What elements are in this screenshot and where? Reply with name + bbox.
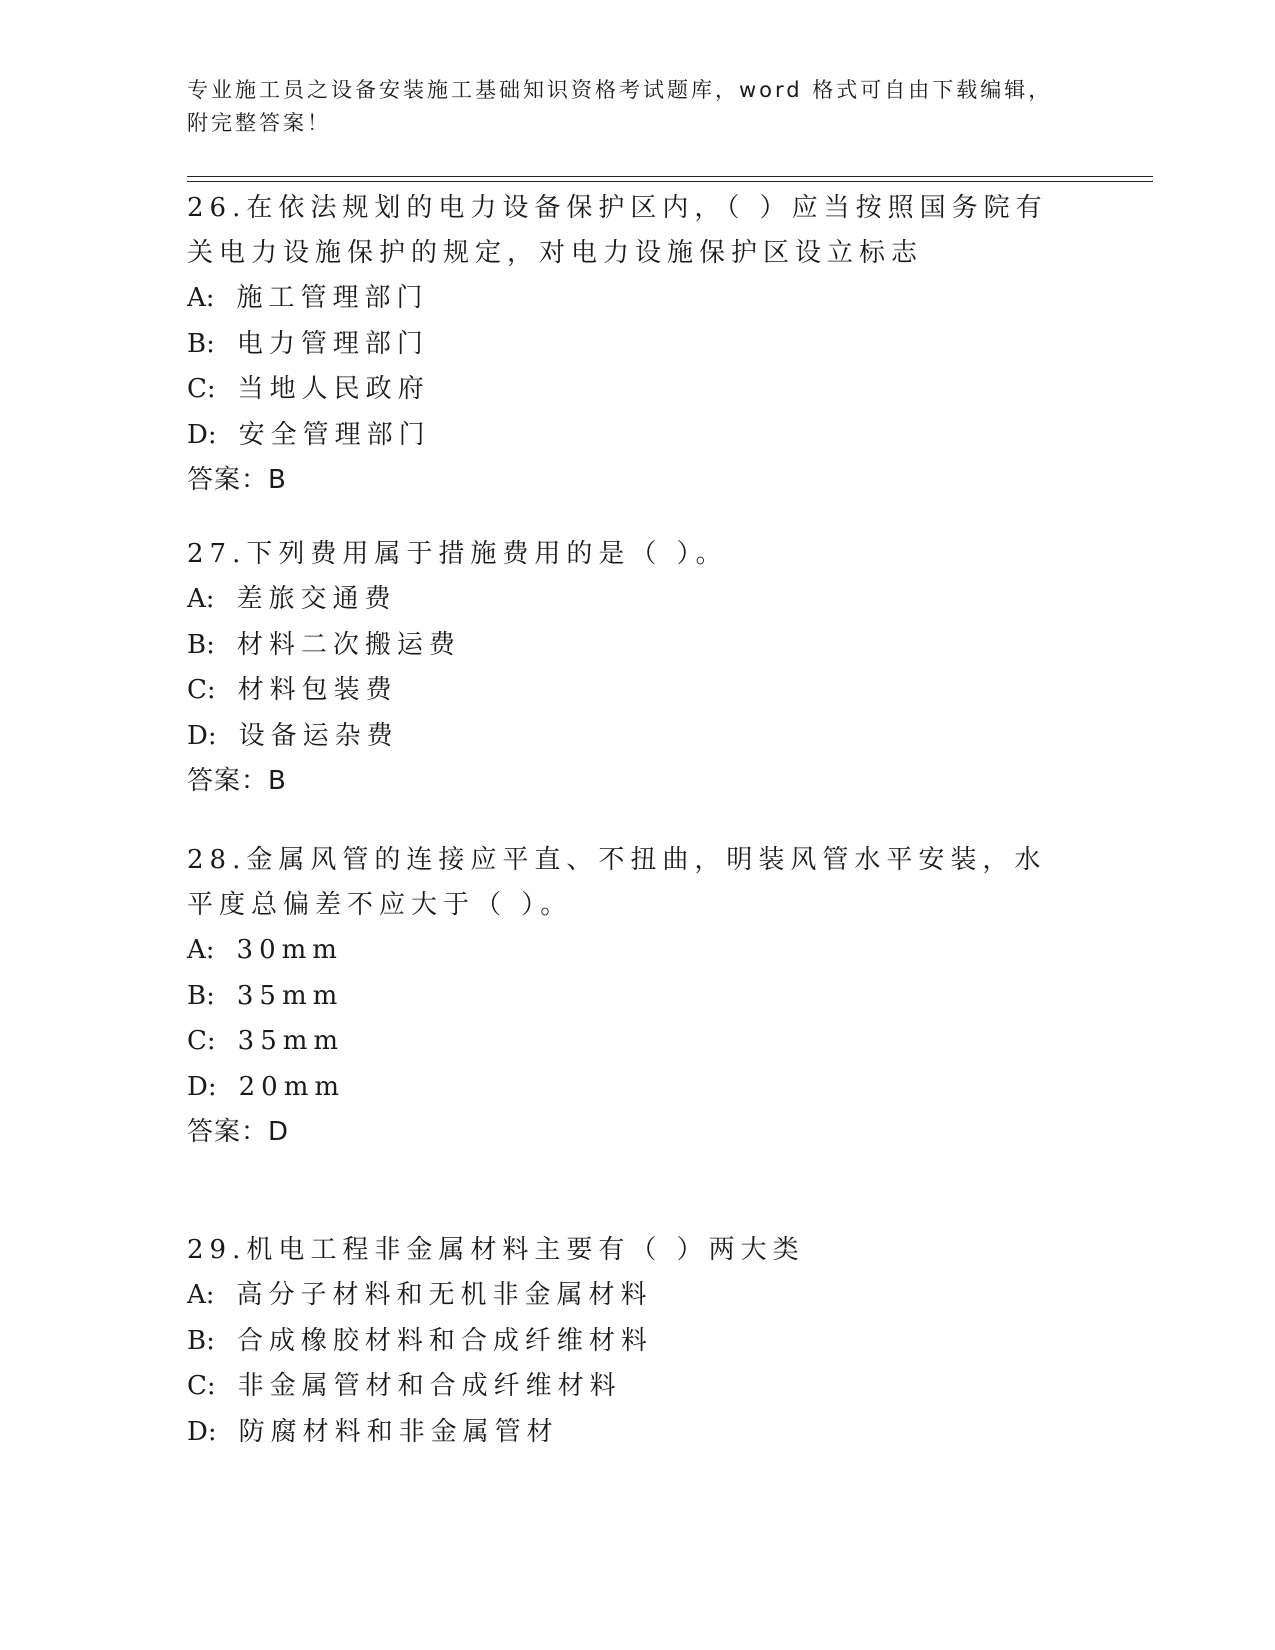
document-header (187, 74, 1067, 140)
question-text: 26.在依法规划的电力设备保护区内，（ ）应当按照国务院有关电力设施保护的规定，对电力设施保护区设立标志 (187, 193, 1048, 268)
option-key: D: (187, 720, 217, 751)
option-text: 施工管理部门 (236, 283, 429, 313)
option-text: 材料包装费 (237, 675, 398, 705)
option-b (187, 974, 1067, 1020)
option-a (187, 276, 1067, 322)
question-26 (187, 186, 1067, 503)
header-line-1: 专业施工员之设备安装施工基础知识资格考试题库，word 格式可自由下载编辑， (187, 78, 1053, 102)
option-text: 30mm (236, 935, 343, 965)
header-line-2: 附完整答案！ (187, 111, 331, 135)
option-a (187, 577, 1067, 623)
header-divider-bottom (187, 181, 1153, 182)
option-text: 设备运杂费 (238, 720, 399, 751)
option-b (187, 322, 1067, 368)
option-c (187, 367, 1067, 413)
question-text: 28.金属风管的连接应平直、不扭曲，明装风管水平安装，水平度总偏差不应大于（ ）。 (187, 845, 1047, 920)
option-text: 35mm (236, 980, 344, 1011)
option-c (187, 1364, 1067, 1410)
option-d (187, 1065, 1067, 1111)
option-text: 电力管理部门 (236, 328, 429, 359)
option-b (187, 623, 1067, 669)
option-b (187, 1319, 1067, 1365)
option-key: A: (187, 1280, 215, 1310)
question-28 (187, 838, 1067, 1155)
option-key: D: (187, 1416, 217, 1447)
question-text: 27.下列费用属于措施费用的是（ ）。 (187, 539, 728, 569)
option-key: C: (187, 675, 216, 705)
option-text: 20mm (238, 1071, 346, 1102)
option-c (187, 1019, 1067, 1065)
answer-line: 答案：B (187, 465, 287, 495)
option-key: D: (187, 419, 217, 450)
option-key: B: (187, 980, 215, 1011)
option-d (187, 1410, 1067, 1456)
option-key: B: (187, 328, 215, 359)
question-27 (187, 532, 1067, 804)
question-text: 29.机电工程非金属材料主要有（ ）两大类 (187, 1235, 805, 1265)
option-text: 差旅交通费 (236, 584, 397, 614)
option-key: C: (187, 374, 216, 404)
answer-line: 答案：D (187, 1117, 290, 1147)
option-d (187, 413, 1067, 459)
option-key: C: (187, 1026, 216, 1056)
option-key: D: (187, 1071, 217, 1102)
option-a (187, 1273, 1067, 1319)
option-text: 材料二次搬运费 (236, 629, 461, 660)
option-key: B: (187, 1325, 215, 1356)
header-divider-top (187, 176, 1153, 177)
answer-line: 答案：B (187, 766, 287, 796)
option-text: 防腐材料和非金属管材 (238, 1416, 559, 1447)
option-key: B: (187, 629, 215, 660)
option-a (187, 928, 1067, 974)
option-text: 高分子材料和无机非金属材料 (236, 1280, 653, 1310)
option-text: 非金属管材和合成纤维材料 (237, 1371, 622, 1401)
option-key: A: (187, 935, 215, 965)
option-text: 安全管理部门 (238, 419, 431, 450)
option-key: A: (187, 584, 215, 614)
option-d (187, 714, 1067, 760)
option-key: C: (187, 1371, 216, 1401)
option-c (187, 668, 1067, 714)
option-text: 当地人民政府 (237, 374, 430, 404)
question-29 (187, 1228, 1067, 1455)
option-text: 35mm (237, 1026, 345, 1056)
option-text: 合成橡胶材料和合成纤维材料 (236, 1325, 653, 1356)
option-key: A: (187, 283, 215, 313)
